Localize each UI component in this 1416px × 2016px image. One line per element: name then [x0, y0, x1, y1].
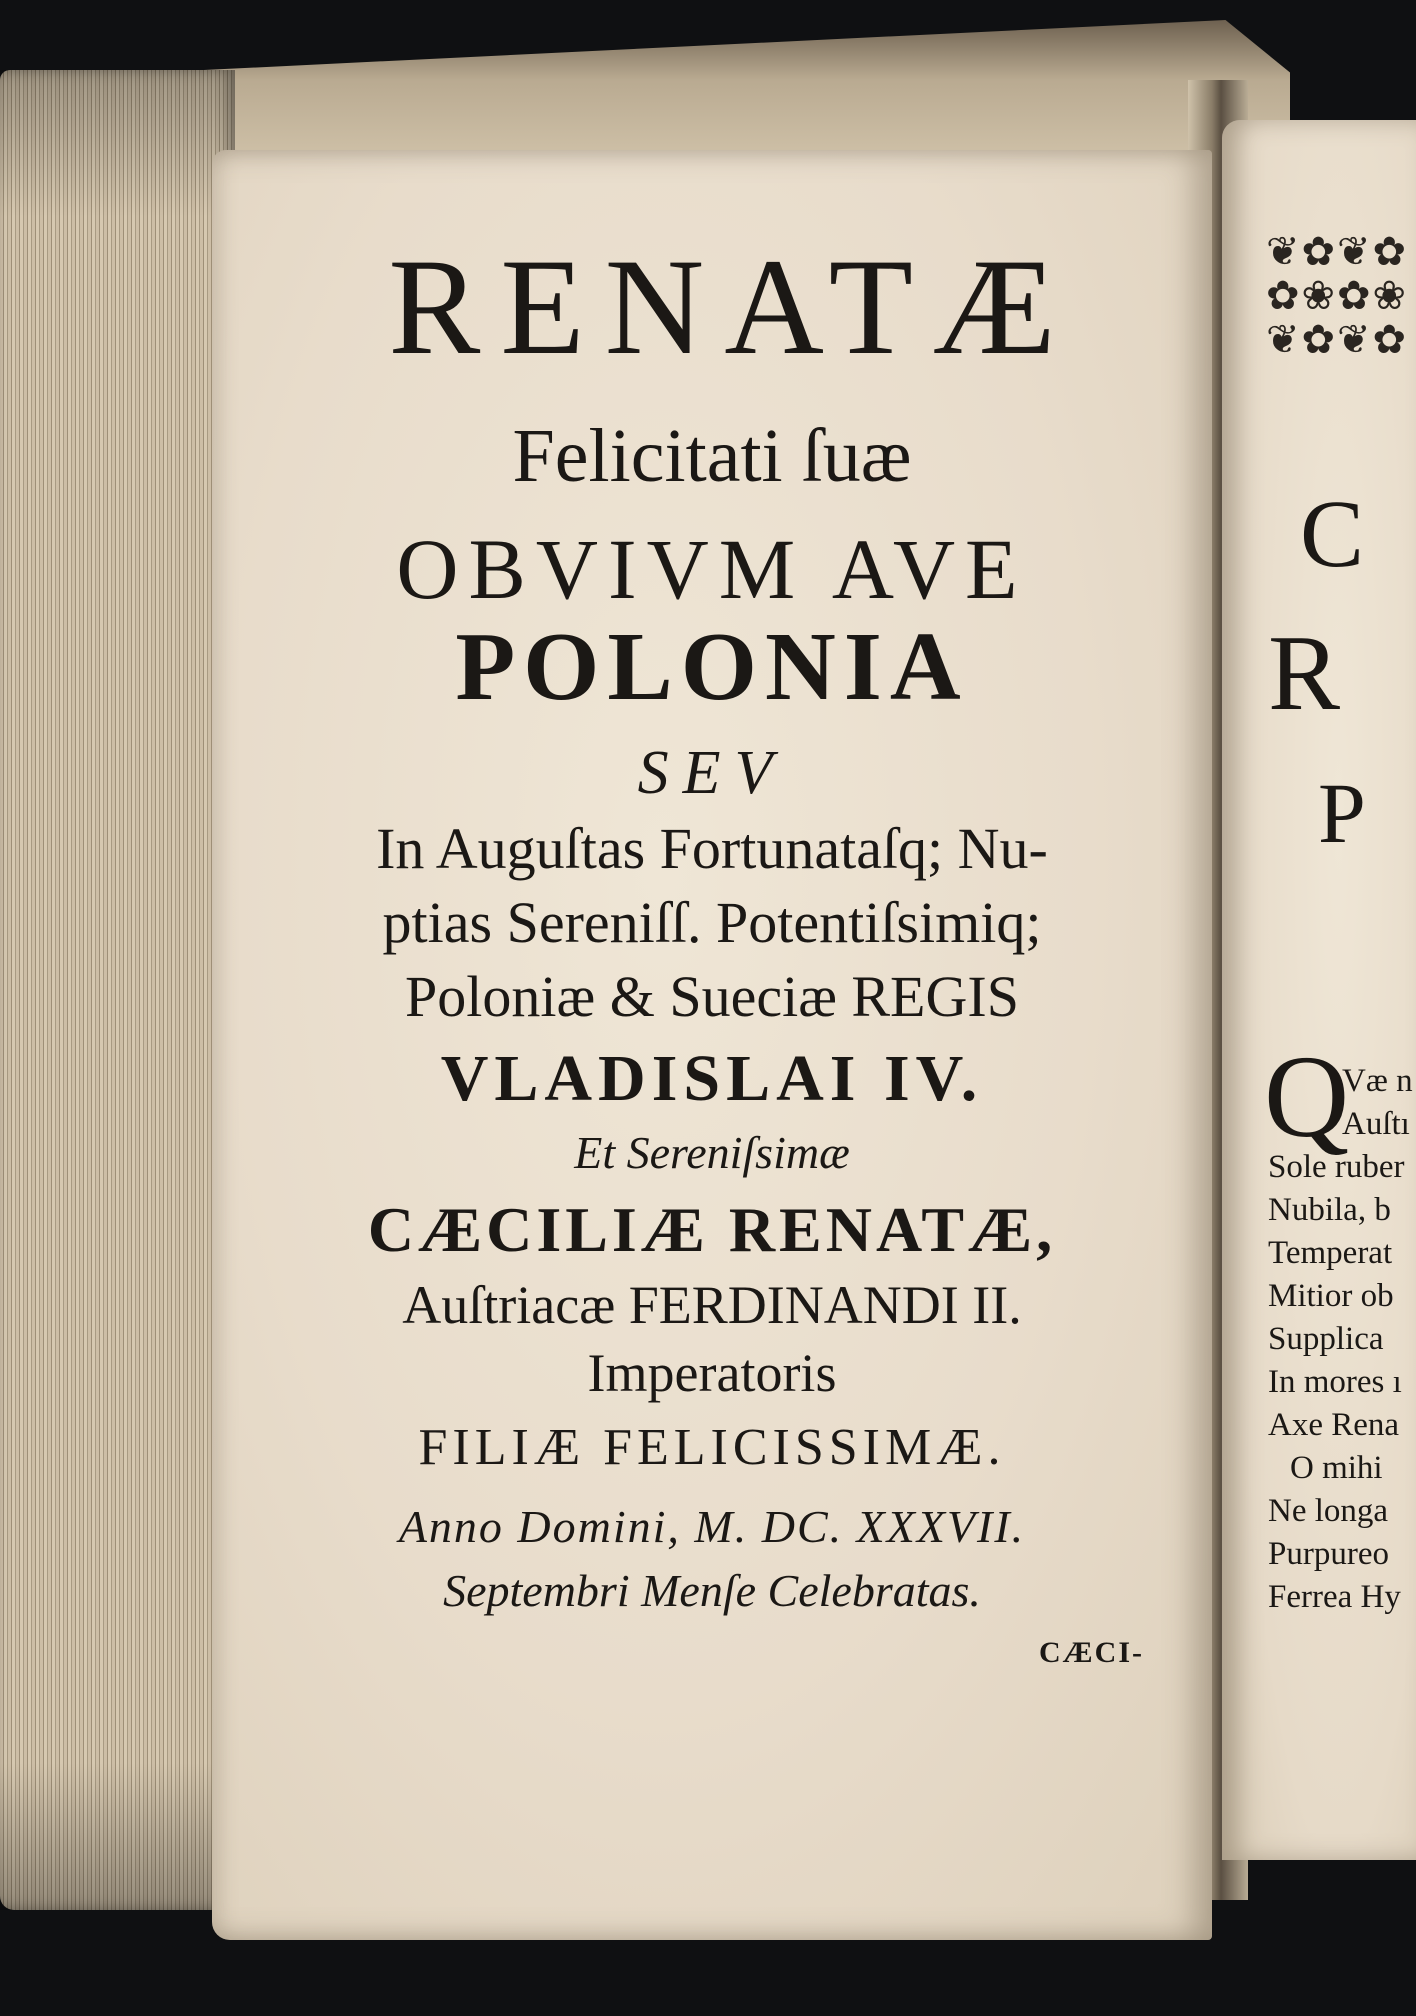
date-line: Anno Domini, M. DC. XXXVII.: [398, 1501, 1026, 1552]
drop-capital: Q: [1264, 1031, 1350, 1162]
verse-line: Temperat: [1268, 1235, 1393, 1271]
body-line: Et Sereniſsimæ: [574, 1127, 850, 1178]
page-title: RENATÆ: [388, 230, 1076, 383]
heading-line: POLONIA: [455, 613, 969, 721]
verse-line: Supplica: [1268, 1321, 1384, 1357]
body-line: ptias Sereniſſ. Potentiſsimiq;: [382, 890, 1042, 955]
subtitle-line: Felicitati ſuæ: [512, 414, 912, 498]
body-line: Poloniæ & Sueciæ REGIS: [405, 964, 1019, 1029]
verse-line: Auſtı: [1342, 1106, 1410, 1142]
body-line: Auſtriacæ FERDINANDI II.: [402, 1275, 1022, 1335]
verse-line: Axe Rena: [1268, 1407, 1400, 1443]
verse-line: Mitior ob: [1268, 1278, 1394, 1314]
left-page: [212, 150, 1212, 1940]
verse-line: Ferrea Hy: [1268, 1579, 1401, 1615]
heading-line: OBVIVM AVE: [396, 521, 1028, 617]
right-page: [1222, 120, 1416, 1860]
ornament-icon: ❦✿❦✿ ✿❀✿❀ ❦✿❦✿: [1266, 229, 1409, 363]
catchword: CÆCI-: [1039, 1636, 1144, 1669]
body-line: Imperatoris: [587, 1343, 837, 1403]
heading-line: CÆCILIÆ RENATÆ,: [367, 1194, 1057, 1265]
heading-line: SEV: [637, 739, 787, 807]
body-line: In Auguſtas Fortunataſq; Nu-: [376, 816, 1048, 881]
verse-line: Ne longa: [1268, 1493, 1389, 1529]
title-fragment: P: [1318, 765, 1366, 861]
verse-line: In mores ı: [1268, 1364, 1402, 1400]
verse-line: Væ n: [1342, 1063, 1413, 1099]
title-fragment: R: [1268, 614, 1341, 733]
heading-line: VLADISLAI IV.: [440, 1042, 984, 1115]
date-line: Septembri Menſe Celebratas.: [443, 1565, 981, 1616]
verse-line: Sole ruber: [1268, 1149, 1405, 1185]
title-fragment: C: [1300, 480, 1365, 587]
verse-line: O mihi: [1290, 1450, 1383, 1486]
verse-line: Nubila, b: [1268, 1192, 1391, 1228]
verse-lines: [1268, 1060, 1413, 1619]
book-page-edges: [0, 70, 235, 1910]
heading-line: FILIÆ FELICISSIMÆ.: [418, 1419, 1006, 1476]
verse-line: Purpureo: [1268, 1536, 1389, 1572]
